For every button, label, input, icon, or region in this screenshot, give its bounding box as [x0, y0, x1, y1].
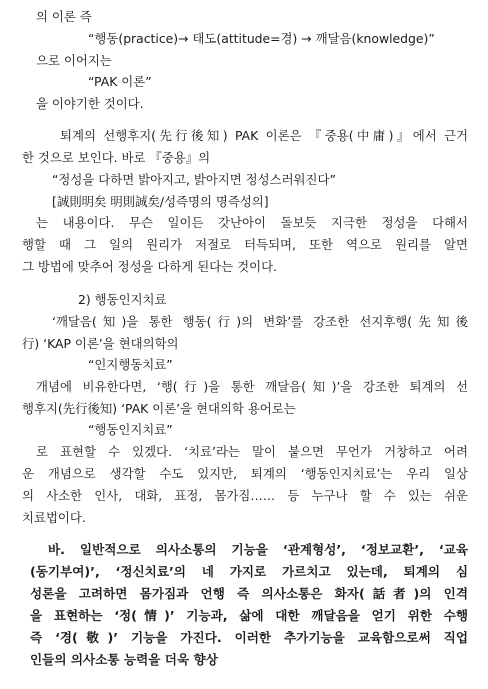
paragraph-line: 한 것으로 보인다. 바로 『중용』의	[22, 150, 211, 165]
text-line: 의 이론 즉	[36, 9, 92, 24]
quoted-term: “PAK 이론”	[88, 74, 152, 89]
paragraph-line: 行) ‘KAP 이론’을 현대의학의	[22, 336, 179, 351]
text-line: 을 이야기한 것이다.	[36, 96, 144, 111]
hanja-citation: [誠則明矣 明則誠矣/성즉명의 명즉성의]	[52, 194, 269, 209]
paragraph-line: 그 방법에 맞추어 정성을 다하게 된다는 것이다.	[22, 259, 277, 274]
paragraph-line: 퇴계의 선행후지(先行後知) PAK 이론은 『중용(中庸)』에서 근거	[60, 128, 468, 143]
bold-paragraph-line: 바. 일반적으로 의사소통의 기능을 ‘관계형성’, ‘정보교환’, ‘교육	[48, 542, 468, 557]
quoted-sentence: “정성을 다하면 밝아지고, 밝아지면 정성스러워진다”	[52, 172, 336, 187]
paragraph-line: 행후지(先行後知) ‘PAK 이론’을 현대의학 용어로는	[22, 401, 296, 416]
paragraph-line: ‘깨달음(知)을 통한 행동(行)의 변화’를 강조한 선지후행(先知後	[52, 314, 468, 329]
section-heading: 2) 행동인지치료	[78, 292, 167, 307]
text-line: 으로 이어지는	[36, 53, 112, 68]
bold-paragraph-line: 성론을 고려하면 몸가짐과 언행 즉 의사소통은 화자(話者)의 인격	[30, 586, 468, 601]
quoted-term: “행동인지치료”	[88, 422, 173, 437]
paragraph-line: 운 개념으로 생각할 수도 있지만, 퇴계의 ‘행동인지치료’는 우리 일상	[22, 466, 468, 481]
bold-paragraph-line: (동기부여)’, ‘정신치료’의 네 가지로 가르치고 있는데, 퇴계의 심	[30, 564, 468, 579]
paragraph-line: 로 표현할 수 있겠다. ‘치료’라는 말이 붙으면 무언가 거창하고 어려	[36, 444, 468, 459]
bold-paragraph-line: 즉 ‘경(敬)’ 기능을 가진다. 이러한 추가기능을 교육함으로써 직업	[30, 630, 468, 645]
paragraph-line: 치료법이다.	[22, 510, 86, 525]
quoted-formula: “행동(practice)→ 태도(attitude=경) → 깨달음(knowledge)”	[88, 31, 435, 46]
bold-paragraph-line: 을 표현하는 ‘정(情)’ 기능과, 삶에 대한 깨달음을 얻기 위한 수행	[30, 608, 468, 623]
paragraph-line: 개념에 비유한다면, ‘행(行)을 통한 깨달음(知)’을 강조한 퇴계의 선	[36, 379, 468, 394]
paragraph-line: 는 내용이다. 무슨 일이든 갓난아이 돌보듯 지극한 정성을 다해서	[36, 215, 468, 230]
bold-paragraph-line: 인들의 의사소통 능력을 더욱 향상	[30, 652, 218, 667]
quoted-term: “인지행동치료”	[88, 357, 173, 372]
paragraph-line: 행할 때 그 일의 원리가 저절로 터득되며, 또한 역으로 원리를 알면	[22, 237, 468, 252]
paragraph-line: 의 사소한 인사, 대화, 표정, 몸가짐…… 등 누구나 할 수 있는 쉬운	[22, 488, 468, 503]
